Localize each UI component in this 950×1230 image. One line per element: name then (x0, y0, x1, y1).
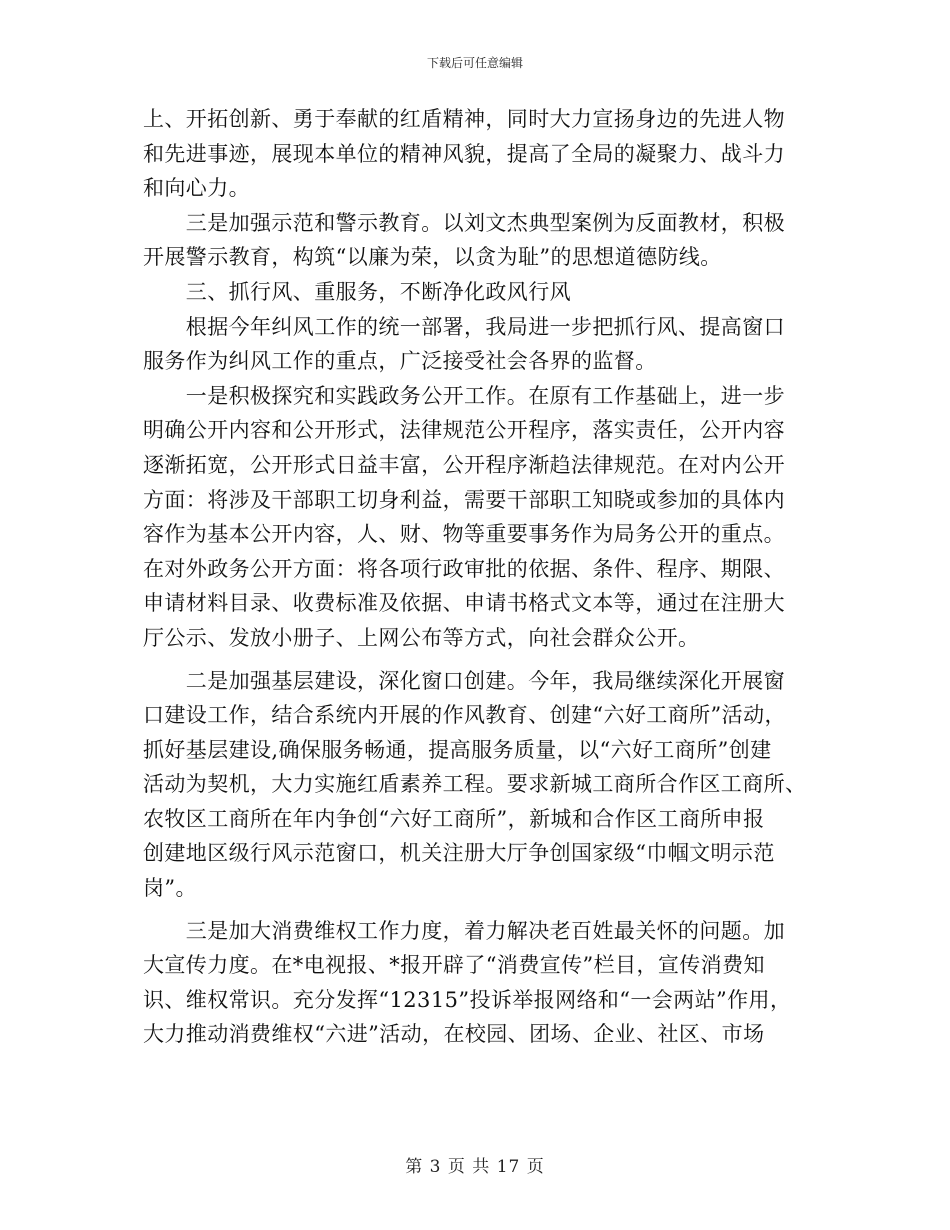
body-line: 口建设工作，结合系统内开展的作风教育、创建“六好工商所”活动， (143, 703, 786, 728)
body-line: 和向心力。 (143, 176, 250, 201)
body-line: 根据今年纠风工作的统一部署，我局进一步把抓行风、提高窗口 (143, 314, 785, 339)
body-line: 抓好基层建设,确保服务畅通，提高服务质量，以“六好工商所”创建 (143, 737, 772, 762)
body-line: 容作为基本公开内容，人、财、物等重要事务作为局务公开的重点。 (143, 522, 785, 547)
body-line: 服务作为纠风工作的重点，广泛接受社会各界的监督。 (143, 349, 657, 374)
body-line: 申请材料目录、收费标准及依据、申请书格式文本等，通过在注册大 (143, 591, 785, 616)
body-line: 和先进事迹，展现本单位的精神风貌，提高了全局的凝聚力、战斗力 (143, 141, 785, 166)
body-line: 二是加强基层建设，深化窗口创建。今年，我局继续深化开展窗 (143, 668, 785, 693)
body-line: 大宣传力度。在*电视报、*报开辟了“消费宣传”栏目，宣传消费知 (143, 953, 765, 978)
document-body (143, 102, 807, 1052)
paragraph-gap (143, 656, 803, 664)
body-line: 活动为契机，大力实施红盾素养工程。要求新城工商所合作区工商所、 (143, 772, 807, 797)
body-line: 方面：将涉及干部职工切身利益，需要干部职工知晓或参加的具体内 (143, 487, 785, 512)
body-line: 大力推动消费维权“六进”活动，在校园、团场、企业、社区、市场 (143, 1022, 765, 1047)
page-number: 第 3 页 共 17 页 (405, 1157, 545, 1177)
paragraph-gap (143, 906, 803, 914)
body-line: 在对外政务公开方面：将各项行政审批的依据、条件、程序、期限、 (143, 556, 785, 581)
body-line: 三是加强示范和警示教育。以刘文杰典型案例为反面教材，积极 (143, 210, 785, 235)
body-line: 厅公示、发放小册子、上网公布等方式，向社会群众公开。 (143, 625, 700, 650)
header-note: 下载后可任意编辑 (426, 56, 523, 70)
section-heading: 三、抓行风、重服务，不断净化政风行风 (143, 279, 571, 304)
body-line: 上、开拓创新、勇于奉献的红盾精神，同时大力宣扬身边的先进人物 (143, 107, 785, 131)
body-line: 开展警示教育，构筑“以廉为荣，以贪为耻”的思想道德防线。 (143, 245, 722, 270)
body-line: 识、维权常识。充分发挥“12315”投诉举报网络和“一会两站”作用， (143, 987, 792, 1012)
body-line: 三是加大消费维权工作力度，着力解决老百姓最关怀的问题。加 (143, 918, 785, 943)
body-line: 创建地区级行风示范窗口，机关注册大厅争创国家级“巾帼文明示范 (143, 841, 775, 866)
body-line: 一是积极探究和实践政务公开工作。在原有工作基础上，进一步 (143, 383, 785, 408)
body-line: 逐渐拓宽，公开形式日益丰富，公开程序渐趋法律规范。在对内公开 (143, 452, 785, 477)
body-line: 农牧区工商所在年内争创“六好工商所”，新城和合作区工商所申报 (143, 806, 765, 831)
body-line: 明确公开内容和公开形式，法律规范公开程序，落实责任，公开内容 (143, 418, 785, 443)
body-line: 岗”。 (143, 876, 197, 901)
